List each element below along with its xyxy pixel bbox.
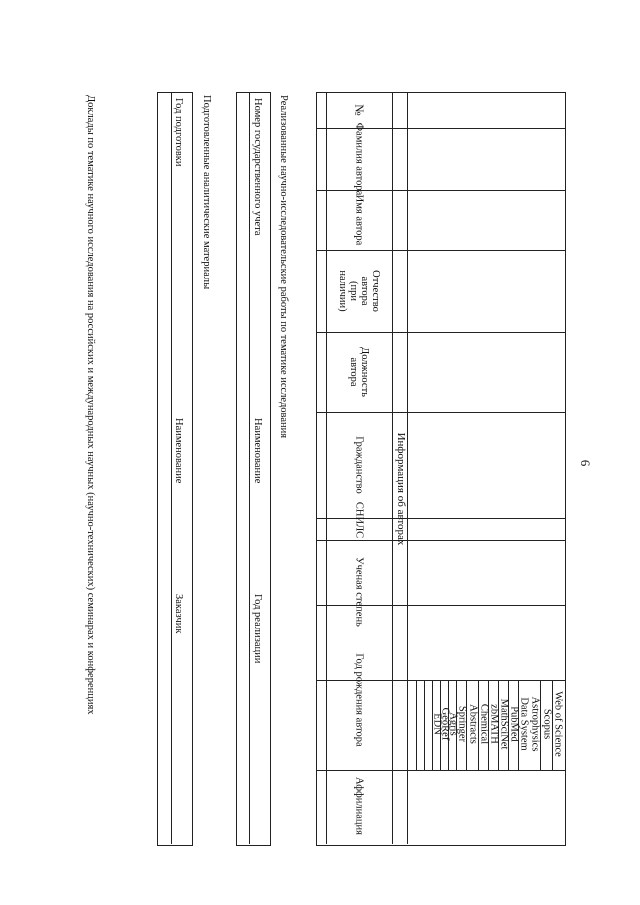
group-header: Информация об авторах xyxy=(394,432,407,546)
col-snils: СНИЛС xyxy=(353,501,365,539)
research-title: Реализованные научно-исследовательские работы по тематике исследования xyxy=(278,95,289,439)
db-label: Abstracts xyxy=(467,704,479,744)
db-label: Chemical xyxy=(478,703,490,745)
db-label: Agris xyxy=(447,712,459,736)
reports-title: Доклады по тематике научного исследования на российских и международных научных (научно-технических) семинарах и конференциях xyxy=(85,95,96,715)
col-last-name: Фамилия автора xyxy=(353,122,365,196)
col-first-name: Имя автора xyxy=(353,194,365,246)
db-label: zbMATH xyxy=(488,704,500,744)
analytics-col-year: Год подготовки xyxy=(173,98,184,167)
research-col-name: Наименование xyxy=(252,418,263,484)
col-affiliation: Аффилиация xyxy=(353,777,365,835)
col-citizenship: Гражданство xyxy=(353,436,365,494)
analytics-col-customer: Заказчик xyxy=(173,594,184,634)
db-label: Scopus xyxy=(541,708,553,740)
col-position: Должность автора xyxy=(348,347,371,397)
research-col-number: Номер государственного учета xyxy=(252,98,263,236)
db-label: Astrophysics xyxy=(529,696,541,752)
db-label: EDN xyxy=(431,713,443,735)
db-label: Web of Science xyxy=(552,691,564,757)
db-label: MathSciNet xyxy=(498,698,510,750)
page-number: 6 xyxy=(578,459,593,467)
analytics-col-name: Наименование xyxy=(173,418,184,484)
col-patronymic: Отчество автора (при наличии) xyxy=(336,270,382,312)
research-col-year: Год реализации xyxy=(252,594,263,664)
db-label: GeoRef xyxy=(439,707,451,741)
db-label: Data System xyxy=(518,697,530,751)
db-label: PubMed xyxy=(508,706,520,742)
col-birth-year: Год рождения автора xyxy=(353,653,365,747)
analytics-title: Подготовленные аналитические материалы xyxy=(201,95,212,290)
col-degree: Ученая степень xyxy=(353,557,365,627)
db-label: Springer xyxy=(456,705,468,743)
col-number: № xyxy=(352,104,367,116)
